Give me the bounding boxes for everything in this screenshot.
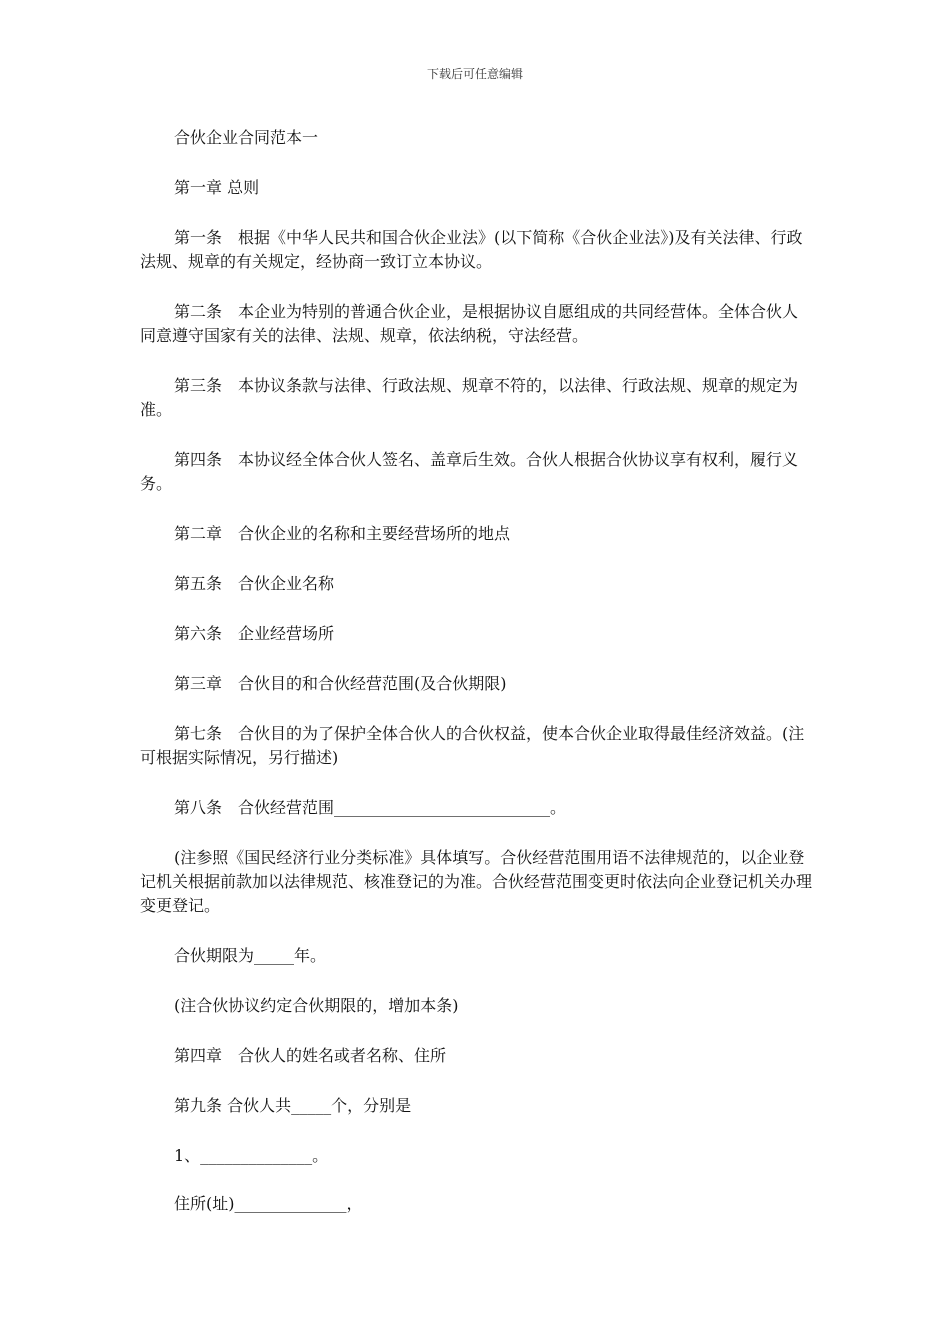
- article-paragraph: 第九条 合伙人共_____个，分别是: [174, 1096, 412, 1115]
- address-line: 住所(址)______________，: [174, 1194, 363, 1213]
- chapter-heading: 第二章 合伙企业的名称和主要经营场所的地点: [174, 524, 511, 543]
- document-title: 合伙企业合同范本一: [174, 128, 319, 147]
- chapter-heading: 第三章 合伙目的和合伙经营范围(及合伙期限): [174, 674, 507, 693]
- page-header: 下载后可任意编辑: [426, 67, 523, 81]
- article-paragraph: 第六条 企业经营场所: [174, 624, 335, 643]
- chapter-heading: 第四章 合伙人的姓名或者名称、住所: [174, 1046, 447, 1065]
- article-paragraph: 第八条 合伙经营范围___________________________。: [174, 798, 567, 817]
- article-paragraph: 合伙期限为_____年。: [174, 946, 327, 965]
- note-paragraph: (注合伙协议约定合伙期限的，增加本条): [174, 996, 459, 1015]
- article-paragraph: 第三条 本协议条款与法律、行政法规、规章不符的，以法律、行政法规、规章的规定为准。: [140, 376, 799, 419]
- article-paragraph: 第四条 本协议经全体合伙人签名、盖章后生效。合伙人根据合伙协议享有权利，履行义务。: [140, 450, 799, 493]
- note-paragraph: (注参照《国民经济行业分类标准》具体填写。合伙经营范围用语不法律规范的，以企业登记机关根据前款加以法律规范、核准登记的为准。合伙经营范围变更时依法向企业登记机关办理变更登记。: [140, 848, 813, 915]
- chapter-heading: 第一章 总则: [174, 178, 260, 197]
- article-paragraph: 第二条 本企业为特别的普通合伙企业，是根据协议自愿组成的共同经营体。全体合伙人同意遵守国家有关的法律、法规、规章，依法纳税，守法经营。: [140, 302, 799, 345]
- article-paragraph: 第五条 合伙企业名称: [174, 574, 335, 593]
- article-paragraph: 第七条 合伙目的为了保护全体合伙人的合伙权益，使本合伙企业取得最佳经济效益。(注可根据实际情况，另行描述): [140, 724, 805, 767]
- article-paragraph: 第一条 根据《中华人民共和国合伙企业法》(以下简称《合伙企业法》)及有关法律、行政法规、规章的有关规定，经协商一致订立本协议。: [140, 228, 803, 271]
- document-body: [140, 126, 812, 1240]
- list-item: 1、______________。: [174, 1146, 329, 1165]
